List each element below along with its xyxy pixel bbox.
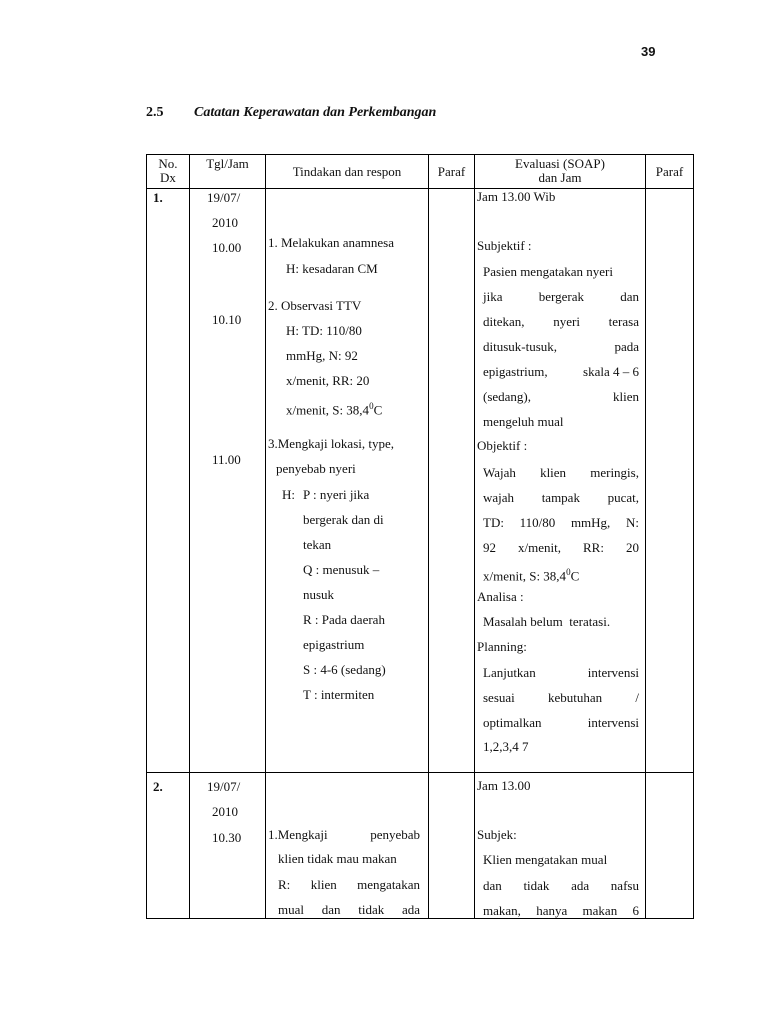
subjektif-line: ditekan, nyeri terasa: [483, 314, 639, 329]
subjek-line: makan, hanya makan 6: [483, 903, 639, 918]
tindakan-line: mual dan tidak ada: [278, 902, 420, 917]
section-number: 2.5: [146, 105, 164, 120]
section-heading: [146, 105, 436, 121]
tindakan-line: mmHg, N: 92: [286, 348, 358, 363]
subjek-line: Klien mengatakan mual: [483, 852, 608, 867]
tindakan-line: R: klien mengatakan: [278, 877, 420, 892]
subjek-label: Subjek:: [477, 827, 517, 842]
planning-label: Planning:: [477, 639, 527, 654]
tindakan-line: epigastrium: [303, 637, 365, 652]
tindakan-line: S : 4-6 (sedang): [303, 662, 386, 677]
objektif-line: 92 x/menit, RR: 20: [483, 540, 639, 555]
header-tindakan: Tindakan dan respon: [292, 164, 402, 179]
objektif-line: TD: 110/80 mmHg, N:: [483, 515, 639, 530]
subjektif-line: Pasien mengatakan nyeri: [483, 264, 613, 279]
tindakan-line: klien tidak mau makan: [278, 851, 397, 866]
date-text: 19/07/: [207, 190, 241, 205]
evaluasi-jam: Jam 13.00: [477, 778, 531, 793]
planning-line: optimalkan intervensi: [483, 715, 639, 730]
header-no-dx: No. Dx: [158, 156, 178, 185]
tindakan-line: 2. Observasi TTV: [268, 298, 362, 313]
tindakan-line: H: kesadaran CM: [286, 261, 378, 276]
tindakan-line: x/menit, S: 38,4$^0$C: [286, 401, 383, 418]
tindakan-line: tekan: [303, 537, 332, 552]
objektif-label: Objektif :: [477, 438, 528, 453]
tindakan-line: H:: [282, 487, 295, 502]
time-text: 11.00: [212, 452, 241, 467]
tindakan-line: R : Pada daerah: [303, 612, 385, 627]
time-text: 10.30: [212, 830, 242, 845]
objektif-line: Wajah klien meringis,: [483, 465, 639, 480]
tindakan-line: Q : menusuk –: [303, 562, 380, 577]
header-evaluasi: Evaluasi (SOAP) dan Jam: [515, 156, 605, 185]
tindakan-line: 3.Mengkaji lokasi, type,: [268, 436, 395, 451]
subjektif-line: mengeluh mual: [483, 414, 564, 429]
subjektif-line: ditusuk-tusuk, pada: [483, 339, 639, 354]
analisa-text: Masalah belum teratasi.: [483, 614, 611, 629]
planning-line: sesuai kebutuhan /: [483, 690, 639, 705]
objektif-line: wajah tampak pucat,: [483, 490, 639, 505]
planning-line: 1,2,3,4 7: [483, 739, 529, 754]
header-tgl-jam: Tgl/Jam: [206, 156, 249, 171]
header-paraf-2: Paraf: [655, 164, 684, 179]
year-text: 2010: [212, 804, 238, 819]
time-text: 10.00: [212, 240, 242, 255]
tindakan-line: P : nyeri jika: [303, 487, 370, 502]
subjektif-line: jika bergerak dan: [483, 289, 639, 304]
row-number: 1.: [153, 190, 163, 205]
row-number: 2.: [153, 779, 163, 794]
tindakan-line: T : intermiten: [303, 687, 375, 702]
section-title: Catatan Keperawatan dan Perkembangan: [194, 105, 437, 120]
tindakan-line: penyebab nyeri: [276, 461, 356, 476]
analisa-label: Analisa :: [477, 589, 524, 604]
planning-line: Lanjutkan intervensi: [483, 665, 639, 680]
subjek-line: dan tidak ada nafsu: [483, 878, 639, 893]
tindakan-line: 1. Melakukan anamnesa: [268, 235, 394, 250]
tindakan-line: x/menit, RR: 20: [286, 373, 370, 388]
tindakan-line: H: TD: 110/80: [286, 323, 362, 338]
objektif-line: x/menit, S: 38,4$^0$C: [483, 567, 580, 584]
subjektif-line: epigastrium, skala 4 – 6: [483, 364, 639, 379]
subjektif-line: (sedang), klien: [483, 389, 639, 404]
tindakan-line: bergerak dan di: [303, 512, 384, 527]
tindakan-line: 1.Mengkaji penyebab: [268, 827, 420, 842]
page-number: 39: [641, 44, 656, 59]
time-text: 10.10: [212, 312, 242, 327]
header-paraf-1: Paraf: [437, 164, 466, 179]
year-text: 2010: [212, 215, 238, 230]
subjektif-label: Subjektif :: [477, 238, 532, 253]
date-text: 19/07/: [207, 779, 241, 794]
tindakan-line: nusuk: [303, 587, 335, 602]
evaluasi-jam: Jam 13.00 Wib: [477, 189, 556, 204]
